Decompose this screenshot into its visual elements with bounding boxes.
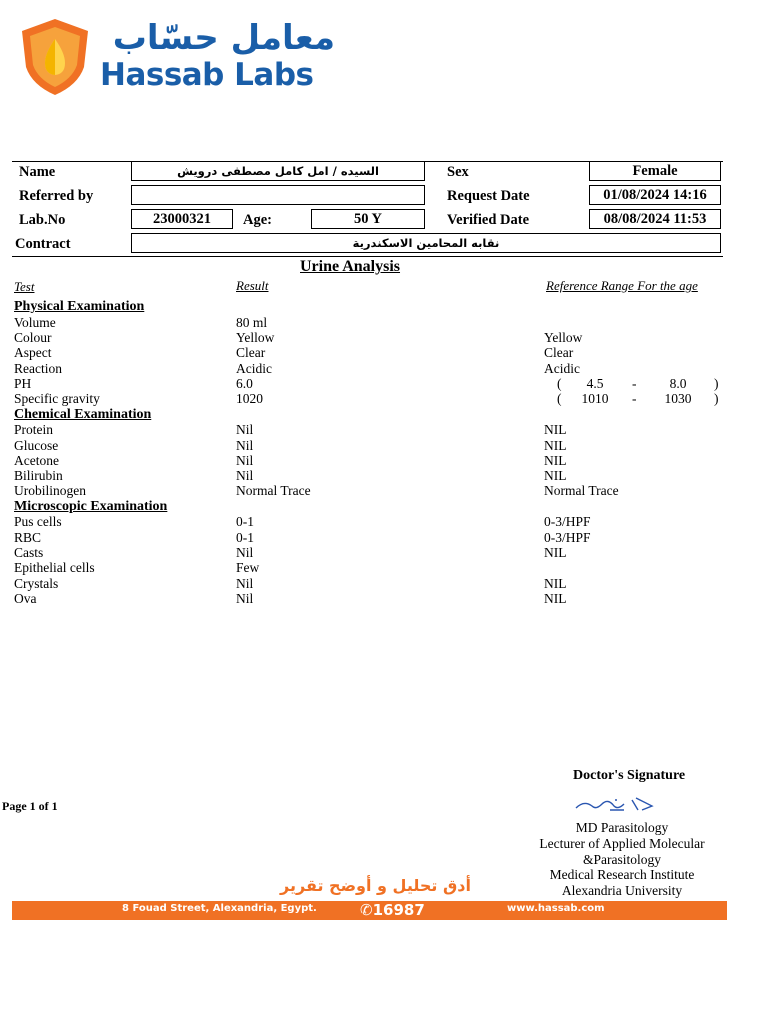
reference-value: NIL — [544, 452, 567, 468]
test-result: Clear — [236, 345, 266, 361]
age-value: 50 Y — [311, 209, 425, 229]
page-count: Page 1 of 1 — [2, 799, 58, 813]
test-result: Few — [236, 560, 260, 576]
test-name: Pus cells — [14, 514, 62, 530]
test-name: Epithelial cells — [14, 560, 95, 576]
request-date-value: 01/08/2024 14:16 — [589, 185, 721, 205]
doctor-signature-heading: Doctor's Signature — [573, 768, 686, 783]
footer-slogan: أدق تحليل و أوضح تقرير — [280, 876, 471, 895]
reference-value: NIL — [544, 545, 567, 560]
labno-value: 23000321 — [131, 209, 233, 229]
column-test-header: Test — [14, 279, 35, 294]
verified-date-label: Verified Date — [447, 212, 530, 228]
range-dash: - — [632, 375, 637, 391]
contract-label: Contract — [15, 236, 71, 252]
name-label: Name — [19, 164, 56, 180]
sex-value: Female — [589, 161, 721, 181]
referred-label: Referred by — [19, 188, 94, 204]
test-result: Yellow — [236, 330, 275, 345]
name-value: السيده / امل كامل مصطفى درويش — [131, 161, 425, 181]
test-result: Nil — [236, 575, 254, 591]
footer-bar — [12, 901, 727, 920]
test-name: Colour — [14, 330, 52, 345]
reference-value: NIL — [544, 468, 567, 484]
reference-value: NIL — [544, 437, 567, 453]
column-result-header: Result — [236, 278, 269, 293]
labno-label: Lab.No — [19, 212, 66, 228]
range-open: ( — [557, 391, 562, 407]
phone-icon: ✆ — [360, 901, 373, 919]
test-result: 6.0 — [236, 375, 253, 391]
footer-website: www.hassab.com — [507, 903, 605, 914]
test-name: Reaction — [14, 360, 62, 376]
test-result: Nil — [236, 545, 254, 560]
test-name: Bilirubin — [14, 468, 63, 484]
section-heading: Physical Examination — [14, 299, 145, 314]
doctor-credential-line: &Parasitology — [583, 851, 661, 867]
test-name: Acetone — [14, 452, 59, 468]
test-result: 1020 — [236, 391, 263, 407]
referred-value — [131, 185, 425, 205]
brand-name-english: Hassab Labs — [100, 57, 314, 93]
sex-label: Sex — [447, 164, 469, 180]
test-result: Nil — [236, 437, 254, 453]
test-name: Casts — [14, 545, 44, 560]
test-result: Acidic — [236, 360, 272, 376]
range-low: 4.5 — [586, 375, 604, 391]
verified-date-value: 08/08/2024 11:53 — [589, 209, 721, 229]
reference-value: NIL — [544, 422, 567, 438]
test-result: Normal Trace — [236, 483, 311, 499]
test-name: Aspect — [14, 345, 52, 361]
footer-phone — [360, 901, 425, 919]
range-low: 1010 — [581, 391, 609, 407]
column-range-header: Reference Range For the age — [546, 278, 698, 293]
test-result: Nil — [236, 468, 254, 484]
test-name: RBC — [14, 529, 42, 545]
section-heading: Chemical Examination — [14, 406, 152, 422]
test-result: 80 ml — [236, 314, 268, 330]
test-name: Protein — [14, 422, 53, 438]
section-heading: Microscopic Examination — [14, 498, 168, 514]
test-result: 0-1 — [236, 529, 254, 545]
request-date-label: Request Date — [447, 188, 530, 204]
reference-value: Clear — [544, 345, 574, 361]
footer-address: 8 Fouad Street, Alexandria, Egypt. — [122, 903, 317, 914]
footer-phone-number: 16987 — [372, 901, 425, 919]
reference-value: 0-3/HPF — [544, 529, 591, 545]
reference-value: NIL — [544, 590, 567, 606]
test-name: Glucose — [14, 437, 59, 453]
test-result: 0-1 — [236, 514, 254, 530]
report-title: Urine Analysis — [300, 258, 401, 275]
age-label: Age: — [243, 212, 272, 228]
hassab-shield-logo — [18, 17, 92, 97]
test-name: Ova — [14, 590, 37, 606]
doctor-credential-line: Alexandria University — [561, 883, 683, 899]
test-name: Crystals — [14, 575, 59, 591]
test-name: Volume — [14, 314, 56, 330]
test-name: Specific gravity — [14, 391, 100, 407]
range-high: 8.0 — [669, 375, 687, 391]
doctor-credential-line: MD Parasitology — [575, 820, 669, 835]
range-close: ) — [714, 375, 719, 391]
range-dash: - — [632, 391, 637, 407]
brand-name-arabic: معامل حسّاب — [112, 18, 335, 58]
test-result: Nil — [236, 590, 254, 606]
contract-value: نقابه المحامين الاسكندرية — [131, 233, 721, 253]
doctor-credential-line: Medical Research Institute — [549, 867, 695, 883]
range-open: ( — [557, 375, 562, 391]
test-name: PH — [14, 375, 32, 391]
reference-value: Acidic — [544, 360, 580, 376]
reference-value: Normal Trace — [544, 483, 619, 499]
doctor-credential-line: Lecturer of Applied Molecular — [539, 835, 705, 851]
test-result: Nil — [236, 422, 254, 438]
reference-value: Yellow — [544, 330, 583, 345]
doctor-signature-image — [572, 792, 662, 818]
reference-value: 0-3/HPF — [544, 514, 591, 530]
reference-value: NIL — [544, 575, 567, 591]
test-name: Urobilinogen — [14, 483, 86, 499]
range-high: 1030 — [664, 391, 692, 407]
test-result: Nil — [236, 452, 254, 468]
range-close: ) — [714, 391, 719, 407]
